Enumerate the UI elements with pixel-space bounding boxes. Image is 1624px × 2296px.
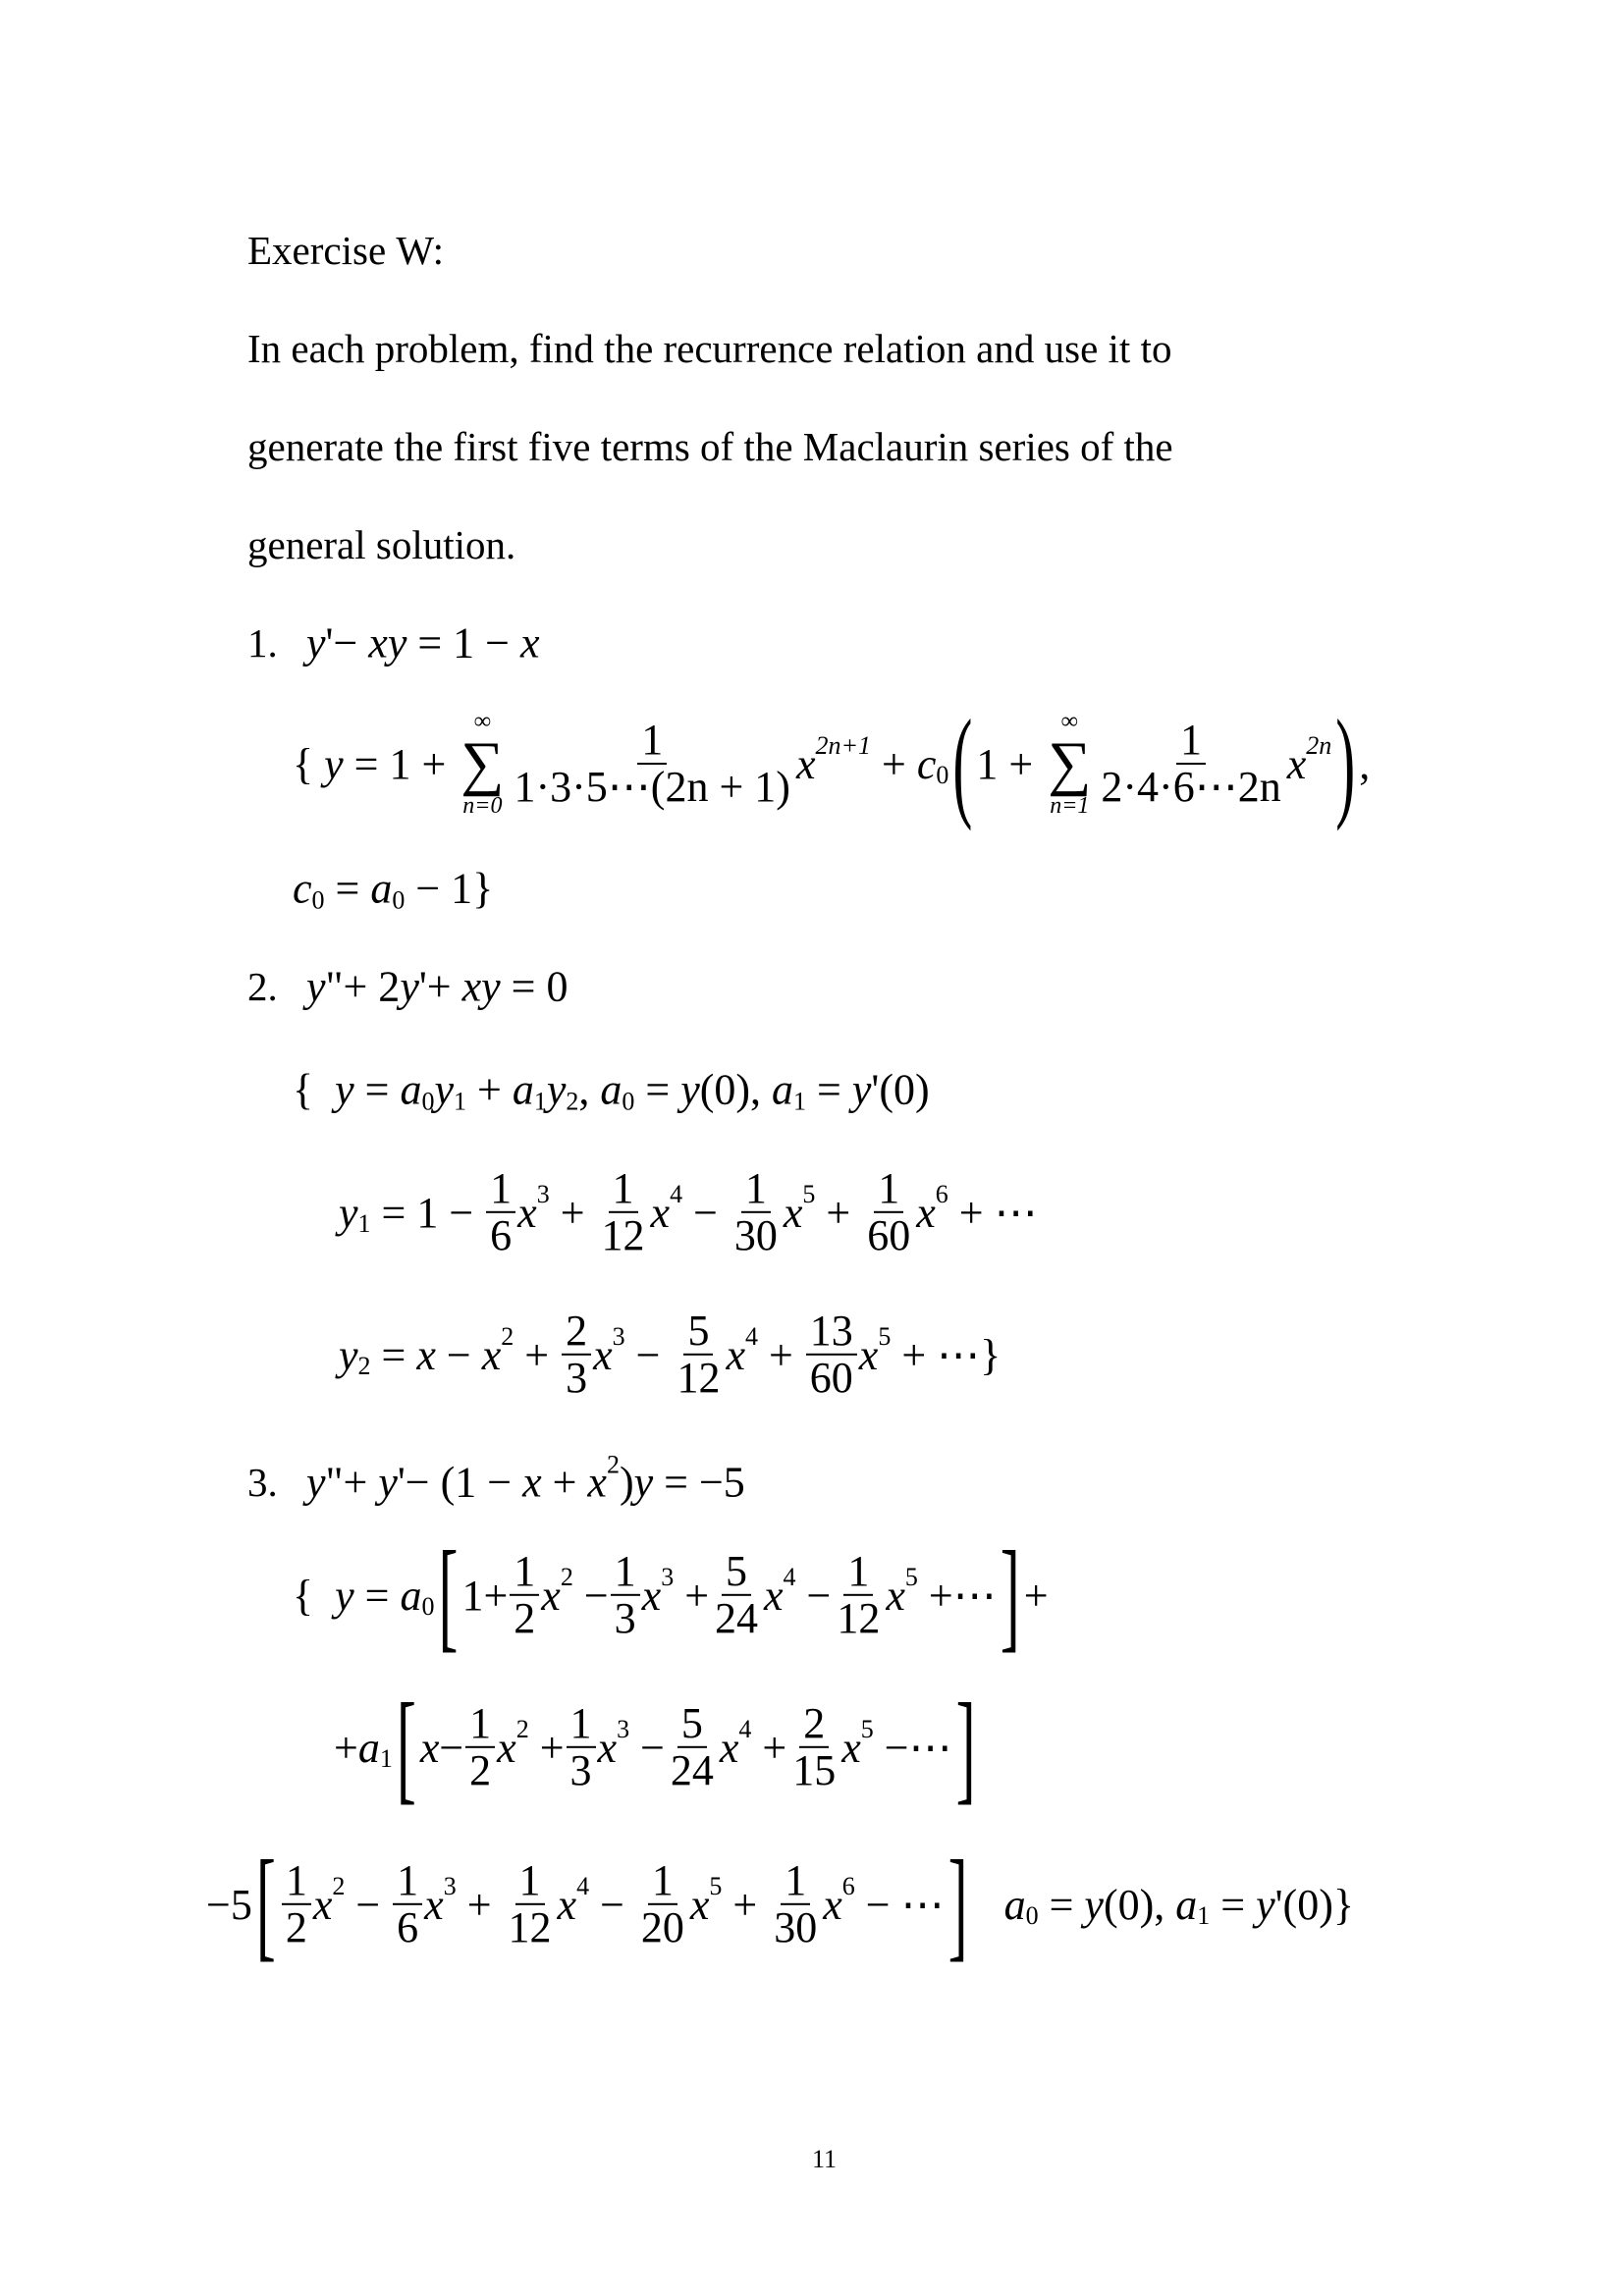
math-variable: y <box>335 1571 354 1620</box>
page-number: 11 <box>812 2145 838 2173</box>
math-fraction <box>567 1698 596 1794</box>
fraction-numerator: 2 <box>799 1701 829 1748</box>
math-subscript: 1 <box>533 1087 547 1115</box>
math-exponent: 5 <box>904 1563 918 1591</box>
math-text: = 1 − <box>370 1188 485 1237</box>
math-bracket: ) <box>1335 694 1356 831</box>
math-text: + <box>514 1330 561 1379</box>
math-exponent: 3 <box>443 1872 457 1900</box>
math-variable: a <box>772 1065 794 1114</box>
fraction-denominator: 30 <box>774 1903 818 1951</box>
instructions-line-2: generate the first five terms of the Maclaurin series of the <box>247 424 1173 469</box>
math-text: = 1 + <box>343 739 458 788</box>
math-variable: x <box>719 1723 739 1772</box>
fraction-numerator: 2 <box>562 1308 591 1356</box>
math-variable: y <box>339 1188 358 1237</box>
fraction-numerator: 1 <box>282 1858 311 1905</box>
fraction-denominator: 12 <box>508 1903 552 1951</box>
math-exponent: 3 <box>661 1563 675 1591</box>
math-fraction <box>833 1546 884 1642</box>
math-text: (0), <box>699 1065 773 1114</box>
math-text: = <box>353 1065 401 1114</box>
problem-3-number: 3. <box>247 1460 278 1505</box>
math-variable: a <box>512 1065 534 1114</box>
math-variable: y <box>1084 1880 1104 1929</box>
math-variable: x <box>587 1458 607 1507</box>
math-exponent: 5 <box>878 1322 892 1351</box>
fraction-denominator: 15 <box>792 1746 837 1794</box>
math-text: − <box>333 618 369 667</box>
math-text: −⋯ <box>873 1723 952 1772</box>
math-variable: x <box>497 1723 516 1772</box>
math-text: = <box>634 1065 681 1114</box>
math-text: − ⋯ <box>854 1880 945 1929</box>
fraction-numerator: 1 <box>609 1166 638 1213</box>
math-text: '+ <box>418 962 462 1011</box>
math-exponent: 4 <box>576 1872 590 1900</box>
math-variable: x <box>541 1571 561 1620</box>
math-fraction <box>465 1698 495 1794</box>
math-text: + <box>334 1723 358 1772</box>
math-fraction <box>1097 715 1284 811</box>
sum-lower-limit: n=0 <box>462 793 503 819</box>
math-variable: a <box>370 864 393 913</box>
math-exponent: 3 <box>536 1180 550 1208</box>
fraction-denominator: 30 <box>733 1211 778 1259</box>
fraction-numerator: 1 <box>741 1166 771 1213</box>
answer-2-line-3 <box>339 1308 1001 1401</box>
math-variable: x <box>593 1330 613 1379</box>
math-variable: x <box>520 618 540 667</box>
fraction-numerator: 5 <box>677 1701 707 1748</box>
math-bracket: [ <box>396 1678 416 1815</box>
math-text: + <box>751 1723 787 1772</box>
math-variable: y <box>1256 1880 1275 1929</box>
math-text: "+ <box>325 1458 379 1507</box>
math-bracket: ] <box>1000 1525 1020 1663</box>
math-fraction <box>667 1698 718 1794</box>
math-variable: x <box>481 1330 502 1379</box>
math-exponent: 3 <box>617 1715 630 1743</box>
fraction-denominator: 12 <box>837 1594 881 1642</box>
problem-1-number: 1. <box>247 620 278 666</box>
math-fraction <box>598 1163 649 1259</box>
math-variable: c <box>293 864 312 913</box>
math-text: = 1 − <box>406 618 520 667</box>
math-variable: c <box>916 739 937 788</box>
math-variable: y <box>339 1330 358 1379</box>
summation-symbol <box>1048 710 1091 818</box>
math-text: + <box>528 1723 565 1772</box>
math-variable: x <box>650 1188 671 1237</box>
fraction-numerator: 1 <box>486 1166 515 1213</box>
math-subscript: 0 <box>392 885 406 914</box>
math-exponent: 2 <box>501 1322 514 1351</box>
math-exponent: 2 <box>332 1872 346 1900</box>
math-variable: a <box>600 1065 623 1114</box>
math-variable: y <box>633 1458 654 1507</box>
fraction-numerator: 1 <box>393 1858 422 1905</box>
math-variable: x <box>424 1880 444 1929</box>
math-variable: a <box>400 1065 422 1114</box>
math-text: + <box>815 1188 862 1237</box>
math-text: − 1} <box>405 864 494 913</box>
math-fraction <box>731 1163 782 1259</box>
math-bracket: [ <box>438 1525 459 1663</box>
fraction-numerator: 1 <box>781 1858 810 1905</box>
fraction-numerator: 5 <box>722 1549 751 1596</box>
math-variable: y <box>306 618 326 667</box>
fraction-denominator: 3 <box>566 1354 588 1402</box>
math-text: − <box>435 1330 482 1379</box>
fraction-numerator: 1 <box>843 1549 873 1596</box>
math-text: − <box>345 1880 392 1929</box>
math-exponent: 2n+1 <box>815 731 872 760</box>
fraction-denominator: 20 <box>640 1903 684 1951</box>
math-fraction <box>393 1855 422 1951</box>
problem-2-number: 2. <box>247 964 278 1009</box>
math-variable: x <box>517 1188 537 1237</box>
math-text: , <box>1359 739 1371 788</box>
math-variable: y <box>680 1065 700 1114</box>
problem-1-equation <box>306 618 540 668</box>
fraction-denominator: 60 <box>867 1211 911 1259</box>
sum-upper-limit: ∞ <box>473 709 491 734</box>
math-fraction <box>511 715 794 811</box>
math-subscript: 1 <box>454 1087 467 1115</box>
math-text: − <box>629 1723 665 1772</box>
fraction-denominator: 3 <box>569 1746 592 1794</box>
math-variable: a <box>357 1723 380 1772</box>
math-exponent: 2 <box>560 1563 573 1591</box>
math-bracket: ( <box>952 694 973 831</box>
instructions-line-1: In each problem, find the recurrence relation and use it to <box>247 326 1172 371</box>
math-bracket: ] <box>947 1835 968 1972</box>
math-variable: x <box>689 1880 710 1929</box>
math-subscript: 0 <box>421 1087 435 1115</box>
fraction-numerator: 1 <box>510 1549 539 1596</box>
sum-lower-limit: n=1 <box>1050 793 1090 819</box>
math-variable: x <box>522 1458 542 1507</box>
math-text: = <box>1210 1880 1257 1929</box>
math-fraction <box>637 1855 688 1951</box>
math-variable: y <box>546 1065 567 1114</box>
math-text: '(0)} <box>1274 1880 1354 1929</box>
math-text: − <box>439 1723 464 1772</box>
math-subscript: 0 <box>622 1087 635 1115</box>
math-text: + <box>722 1880 769 1929</box>
answer-1-line-1 <box>293 694 1371 831</box>
math-fraction <box>711 1546 762 1642</box>
fraction-denominator: 24 <box>715 1594 759 1642</box>
math-text: = <box>806 1065 852 1114</box>
math-text: − <box>589 1880 635 1929</box>
problem-3-equation <box>306 1450 745 1508</box>
math-text: = <box>370 1330 417 1379</box>
math-text: 1 + <box>976 739 1045 788</box>
math-text <box>972 1880 1004 1930</box>
math-exponent: 4 <box>738 1715 752 1743</box>
math-variable: x <box>841 1723 861 1772</box>
math-fraction <box>806 1308 857 1401</box>
math-text: (0), <box>1103 1880 1176 1929</box>
math-text: '(0) <box>871 1065 930 1114</box>
math-fraction <box>562 1308 591 1401</box>
math-fraction <box>673 1308 724 1401</box>
sigma-icon: ∑ <box>1048 730 1092 797</box>
answer-3-line-1 <box>293 1525 1049 1663</box>
math-variable: x <box>597 1723 618 1772</box>
math-subscript: 0 <box>1025 1901 1039 1930</box>
math-fraction <box>486 1163 515 1259</box>
math-subscript: 1 <box>357 1209 371 1238</box>
math-exponent: 5 <box>860 1715 874 1743</box>
instructions-line-3: general solution. <box>247 522 516 567</box>
math-text: − <box>682 1188 729 1237</box>
math-text: 1+ <box>461 1571 509 1620</box>
math-variable: xy <box>368 618 407 667</box>
math-subscript: 0 <box>936 761 949 789</box>
math-fraction <box>863 1163 914 1259</box>
fraction-denominator: 6 <box>397 1903 419 1951</box>
fraction-numerator: 1 <box>1176 718 1206 765</box>
math-text: +⋯ <box>917 1571 997 1620</box>
answer-1-line-2 <box>293 864 493 914</box>
fraction-numerator: 1 <box>637 718 667 765</box>
math-text: { <box>293 739 325 788</box>
math-text: + <box>871 739 917 788</box>
math-variable: x <box>783 1188 803 1237</box>
fraction-denominator: 12 <box>677 1354 721 1402</box>
math-text: −5 <box>206 1880 252 1929</box>
fraction-denominator: 2 <box>469 1746 492 1794</box>
sigma-icon: ∑ <box>460 730 505 797</box>
math-text: = 0 <box>500 962 568 1011</box>
problem-2-equation <box>306 962 568 1012</box>
math-text: − <box>572 1571 609 1620</box>
math-variable: a <box>400 1571 422 1620</box>
math-text: + <box>549 1188 596 1237</box>
math-variable: x <box>419 1723 440 1772</box>
fraction-numerator: 13 <box>806 1308 857 1356</box>
math-variable: x <box>916 1188 936 1237</box>
exercise-title: Exercise W: <box>247 228 444 273</box>
math-text: + <box>757 1330 804 1379</box>
math-fraction <box>505 1855 556 1951</box>
math-text: − <box>795 1571 832 1620</box>
answer-3-line-3 <box>206 1835 1354 1972</box>
math-variable: x <box>416 1330 436 1379</box>
math-text: = <box>324 864 371 913</box>
math-text: = <box>353 1571 401 1620</box>
math-text: + <box>541 1458 588 1507</box>
math-fraction <box>770 1855 821 1951</box>
math-variable: x <box>795 739 816 788</box>
math-subscript: 2 <box>566 1087 579 1115</box>
fraction-denominator: 3 <box>614 1594 636 1642</box>
fraction-denominator: 24 <box>670 1746 714 1794</box>
math-exponent: 2 <box>515 1715 529 1743</box>
math-variable: x <box>726 1330 745 1379</box>
fraction-denominator: 6 <box>490 1211 513 1259</box>
math-variable: x <box>858 1330 879 1379</box>
fraction-numerator: 1 <box>465 1701 495 1748</box>
math-variable: y <box>335 1065 354 1114</box>
math-variable: y <box>306 1458 326 1507</box>
math-subscript: 1 <box>793 1087 807 1115</box>
math-text: = −5 <box>653 1458 745 1507</box>
math-exponent: 5 <box>802 1180 816 1208</box>
math-text: ' <box>325 618 334 667</box>
math-text: { <box>293 1065 336 1114</box>
math-variable: x <box>764 1571 784 1620</box>
math-variable: a <box>1175 1880 1198 1929</box>
fraction-numerator: 1 <box>648 1858 677 1905</box>
math-text: = <box>1038 1880 1085 1929</box>
math-variable: x <box>557 1880 577 1929</box>
math-text: − <box>624 1330 672 1379</box>
fraction-denominator: 2·4·6⋯2n <box>1101 763 1281 811</box>
math-exponent: 6 <box>935 1180 948 1208</box>
math-text: + <box>1023 1571 1049 1620</box>
math-exponent: 6 <box>841 1872 855 1900</box>
fraction-numerator: 1 <box>567 1701 596 1748</box>
math-variable: x <box>312 1880 333 1929</box>
math-variable: x <box>641 1571 662 1620</box>
answer-2-line-1 <box>293 1065 930 1115</box>
math-bracket: ] <box>955 1678 976 1815</box>
fraction-numerator: 5 <box>683 1308 713 1356</box>
fraction-numerator: 1 <box>515 1858 545 1905</box>
fraction-denominator: 12 <box>601 1211 645 1259</box>
math-exponent: 5 <box>709 1872 723 1900</box>
math-variable: y <box>324 739 344 788</box>
math-subscript: 0 <box>311 885 325 914</box>
math-text: + <box>674 1571 710 1620</box>
math-variable: y <box>400 962 419 1011</box>
math-text: ) <box>619 1458 634 1507</box>
math-variable: a <box>1003 1880 1026 1929</box>
math-exponent: 4 <box>670 1180 683 1208</box>
math-exponent: 4 <box>744 1322 758 1351</box>
answer-3-line-2 <box>334 1678 980 1815</box>
math-variable: y <box>378 1458 398 1507</box>
math-text: + <box>466 1065 513 1114</box>
fraction-denominator: 2 <box>285 1903 307 1951</box>
math-fraction <box>788 1698 839 1794</box>
math-exponent: 2n <box>1306 731 1332 760</box>
math-variable: x <box>823 1880 842 1929</box>
math-bracket: [ <box>255 1835 276 1972</box>
math-subscript: 0 <box>421 1592 435 1621</box>
fraction-denominator: 2 <box>514 1594 536 1642</box>
math-subscript: 2 <box>357 1352 371 1380</box>
math-variable: y <box>434 1065 455 1114</box>
math-fraction <box>282 1855 311 1951</box>
math-text: + <box>456 1880 503 1929</box>
sum-upper-limit: ∞ <box>1060 709 1078 734</box>
math-text: '− (1 − <box>397 1458 523 1507</box>
math-variable: xy <box>461 962 501 1011</box>
fraction-denominator: 1·3·5⋯(2n + 1) <box>514 763 790 811</box>
math-fraction <box>510 1546 539 1642</box>
math-variable: y <box>306 962 326 1011</box>
math-exponent: 3 <box>612 1322 625 1351</box>
math-subscript: 1 <box>1197 1901 1211 1930</box>
math-variable: x <box>886 1571 905 1620</box>
summation-symbol <box>460 710 504 818</box>
fraction-numerator: 1 <box>874 1166 903 1213</box>
math-variable: y <box>851 1065 872 1114</box>
math-text: "+ 2 <box>325 962 401 1011</box>
fraction-numerator: 1 <box>611 1549 640 1596</box>
answer-2-line-2 <box>339 1163 1038 1259</box>
math-text: , <box>578 1065 601 1114</box>
math-exponent: 4 <box>783 1563 796 1591</box>
math-exponent: 2 <box>606 1450 620 1478</box>
fraction-denominator: 60 <box>809 1354 853 1402</box>
math-text: + ⋯} <box>891 1330 1001 1379</box>
math-text: { <box>293 1571 336 1620</box>
math-subscript: 1 <box>379 1744 393 1773</box>
math-fraction <box>611 1546 640 1642</box>
math-variable: x <box>1286 739 1307 788</box>
math-text: + ⋯ <box>947 1188 1038 1237</box>
